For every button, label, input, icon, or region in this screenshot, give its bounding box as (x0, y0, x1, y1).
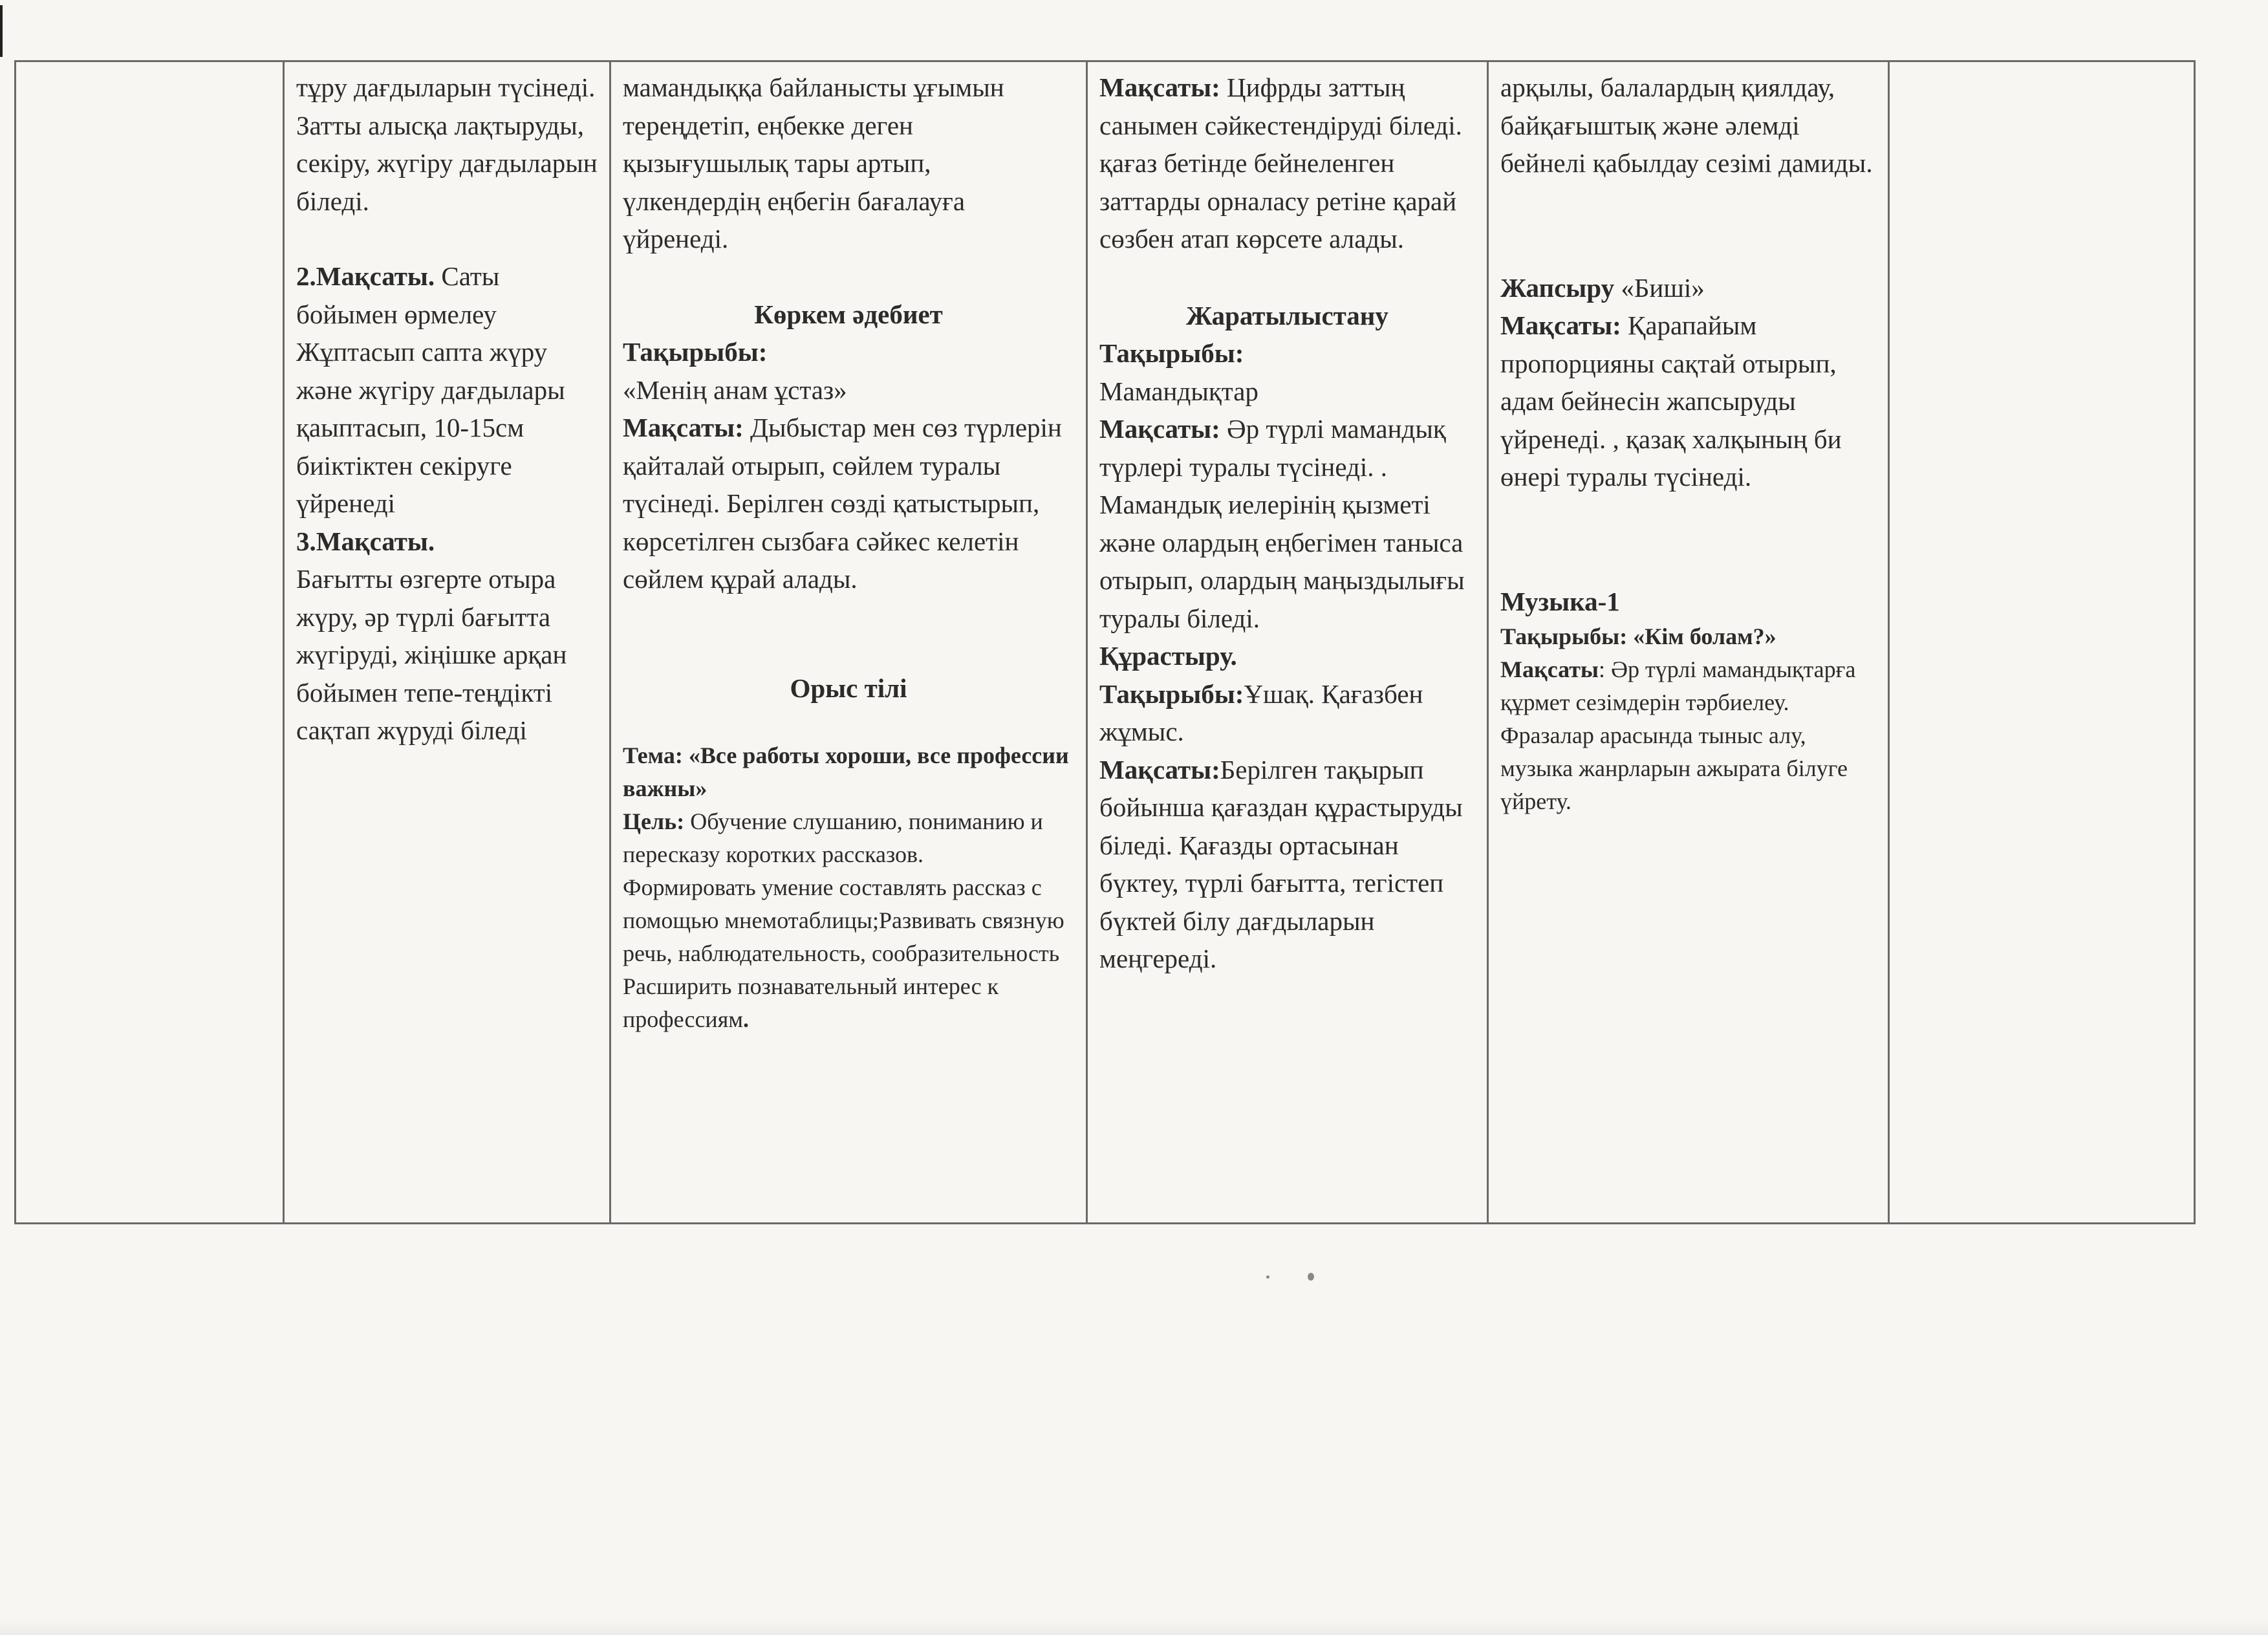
sculpting-title (1500, 269, 1876, 307)
russian-theme (623, 739, 1074, 805)
goal-text: Берілген тақырып бойынша қағаздан құрастыруды біледі. Қағазды ортасынан бүктеу, түрлі бағытта, тегістеп бүктей білу дағдыларын меңгереді. (1099, 754, 1463, 973)
goal-text: Дыбыстар мен сөз түрлерін қайталай отырып, сөйлем туралы түсінеді. Берілген сөзді қатыстырып, көрсетілген сызбаға сәйкес келетін сөйлем құрай алады. (623, 413, 1062, 594)
goal-label: Мақсаты: (1099, 754, 1220, 785)
building-heading: Құрастыру. (1099, 641, 1237, 671)
art-intro-text: арқылы, балалардың қиялдау, байқағыштық және әлемді бейнелі қабылдау сезімі дамиды. (1500, 72, 1873, 178)
sculpting-label: Жапсыру (1500, 272, 1615, 303)
goal-label: Мақсаты: (1099, 414, 1220, 444)
empty-cell-right (1889, 61, 2195, 1224)
theme-label: Тема: (623, 742, 683, 768)
goal-label: Мақсаты: (623, 413, 744, 442)
russian-goal-line-2: Формировать умение составлять рассказ с помощью мнемотаблицы;Развивать связную речь, наблюдательность, сообразительность (623, 874, 1064, 966)
science-goal (1099, 410, 1475, 637)
goal-label: Цель: (623, 808, 685, 834)
goal-text: Әр түрлі мамандық түрлері туралы түсінеді. . Мамандық иелерінің қызметі және олардың еңбегімен таныса отырып, олардың маңыздылығы туралы біледі. (1099, 414, 1465, 633)
scan-bottom-shade (0, 1621, 2268, 1635)
russian-heading: Орыс тілі (790, 673, 907, 703)
literature-goal (623, 409, 1074, 598)
cell-physical-education (284, 61, 610, 1224)
pe-goal-3-text: Бағытты өзгерте отыра жүру, әр түрлі бағытта жүгіруді, жіңішке арқан бойымен тепе-теңдікті сақтап жүруді біледі (296, 564, 567, 745)
pe-intro-text: тұру дағдыларын түсінеді. Затты алысқа лақтыруды, секіру, жүгіру дағдыларын біледі. (296, 72, 598, 216)
russian-goal (623, 805, 1074, 871)
scan-speck (1266, 1275, 1269, 1279)
topic-label: Тақырыбы: (1099, 678, 1244, 709)
empty-cell-left (16, 61, 284, 1224)
goal-label: 2.Мақсаты. (296, 261, 435, 291)
table-row (16, 61, 2195, 1224)
theme-value: «Все работы хороши, все профессии важны» (623, 742, 1069, 801)
goal-label: Мақсаты (1500, 656, 1599, 682)
building-topic (1099, 675, 1475, 751)
science-topic-label: Тақырыбы: (1099, 338, 1244, 368)
topic-value: Ұшақ. Қағазбен жұмыс. (1099, 678, 1423, 746)
goal-end: . (743, 1006, 750, 1032)
goal-text: Цифрды заттың санымен сәйкестендіруді біледі. қағаз бетінде бейнеленген заттарды орналасу ретіне қарай сөзбен атап көрсете алады. (1099, 72, 1462, 254)
literature-topic-value: «Менің анам ұстаз» (623, 374, 847, 405)
music-content (1500, 620, 1876, 818)
literature-heading: Көркем әдебиет (754, 299, 943, 329)
goal-text: Саты бойымен өрмелеу Жұптасып сапта жүру және жүгіру дағдылары қаыптасып, 10-15см биіктіктен секіруге үйренеді (296, 261, 565, 518)
sculpting-value: «Биші» (1614, 272, 1705, 303)
cell-math-science-building (1087, 61, 1488, 1224)
sculpting-goal (1500, 307, 1876, 496)
lesson-plan-table (14, 60, 2196, 1224)
russian-goal-line-3 (623, 970, 1074, 1036)
science-heading: Жаратылыстану (1186, 300, 1388, 330)
scan-edge-mark (0, 5, 3, 57)
russian-content (623, 739, 1074, 1036)
goal-label: Мақсаты: (1099, 72, 1220, 102)
goal-label: Мақсаты: (1500, 310, 1621, 340)
literature-intro-text: мамандыққа байланысты ұғымын тереңдетіп, еңбекке деген қызығушылық тары артып, үлкендердің еңбегін бағалауға үйренеді. (623, 72, 1004, 254)
building-goal (1099, 751, 1475, 978)
music-topic: Тақырыбы: «Кім болам?» (1500, 623, 1777, 649)
literature-topic-label: Тақырыбы: (623, 337, 768, 367)
music-heading: Музыка-1 (1500, 586, 1620, 616)
cell-literature-russian (610, 61, 1087, 1224)
scan-speck (1308, 1273, 1314, 1281)
goal-text: Обучение слушанию, пониманию и пересказу коротких рассказов. (623, 808, 1043, 867)
pe-goal-2 (296, 257, 598, 523)
goal-text: Расширить познавательный интерес к профессиям (623, 973, 999, 1032)
pe-goal-3-label: 3.Мақсаты. (296, 526, 435, 556)
math-goal (1099, 69, 1475, 258)
science-topic-value: Мамандықтар (1099, 376, 1258, 406)
cell-art-music (1488, 61, 1889, 1224)
goal-text: : Әр түрлі мамандықтарға құрмет сезімдерін тәрбиелеу. Фразалар арасында тыныс алу, музыка жанрларын ажырата білуге үйрету. (1500, 656, 1856, 814)
music-goal (1500, 653, 1876, 818)
goal-text: Қарапайым пропорцияны сақтай отырып, адам бейнесін жапсыруды үйренеді. , қазақ халқының би өнері туралы түсінеді. (1500, 310, 1842, 492)
